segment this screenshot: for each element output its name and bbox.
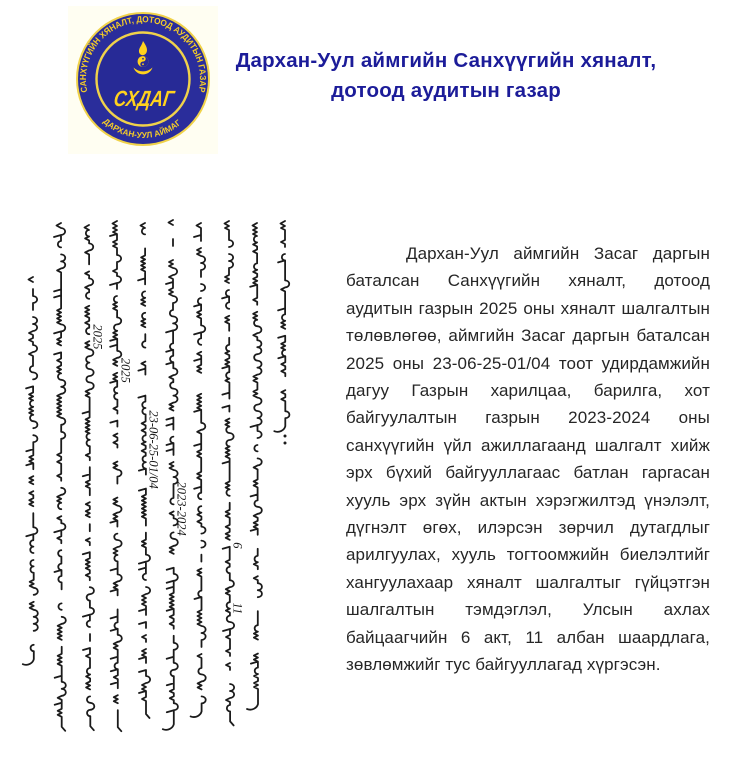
title-line-1: Дархан-Уул аймгийн Санхүүгийн хяналт, bbox=[235, 49, 657, 72]
script-numeral: 2023-2024 bbox=[174, 481, 189, 536]
logo-monogram: СХДАГ bbox=[112, 86, 192, 111]
script-numeral: 11 bbox=[230, 602, 245, 615]
script-column-1 bbox=[23, 277, 38, 665]
script-end-punctuation bbox=[284, 435, 287, 438]
script-numeral: 23-06-25-01/04 bbox=[146, 410, 161, 489]
page-title bbox=[186, 46, 706, 106]
script-column-6 bbox=[163, 220, 178, 730]
script-column-3 bbox=[83, 225, 95, 730]
script-numeral: 6 bbox=[230, 542, 245, 549]
mongol-script-svg bbox=[20, 216, 312, 756]
script-column-8 bbox=[222, 221, 234, 725]
script-numeral: 2025 bbox=[90, 324, 105, 350]
script-column-4 bbox=[110, 221, 122, 731]
body-paragraph: Дархан-Уул аймгийн Засаг даргын баталсан Санхүүгийн хяналт, дотоод аудитын газрын 2025 оны хяналт шалгалтын төлөвлөгөө, аймгийн Засаг даргын баталсан 2025 оны 23-06-25-01/04 тоот удирдамжийн дагуу Газрын харилцаа, барилга, хот байгуулалтын газрын 2023-2024 оны санхүүгийн үйл ажиллагаанд шалгалт хийж эрх бүхий байгууллагаас батлан гаргасан хууль эрх зүйн актын хэрэгжилтэд үнэлэлт, дүгнэлт өгөх, илэрсэн зөрчил дутагдлыг арилгуулах, хууль тогтоомжийн биелэлтийг хангуулахаар хяналт шалгалтыг гүйцэтгэн шалгалтын тэмдэглэл, Улсын ахлах байцаагчийн 6 акт, 11 албан шаардлага, зөвлөмжийг тус байгууллагад хүргэсэн. bbox=[346, 244, 710, 675]
script-end-punctuation bbox=[284, 442, 287, 445]
title-line-2: дотоод аудитын газар bbox=[331, 79, 561, 102]
logo-arc-text-top: САНХҮҮГИЙН ХЯНАЛТ, ДОТООД АУДИТЫН ГАЗАР bbox=[77, 14, 209, 94]
mongol-script-panel bbox=[20, 216, 312, 756]
logo-arc-text-bottom: ДАРХАН-УУЛ АЙМАГ bbox=[101, 115, 183, 141]
script-column-7 bbox=[191, 223, 206, 717]
script-column-9 bbox=[247, 223, 262, 710]
script-column-2 bbox=[54, 223, 66, 731]
script-column-10 bbox=[274, 221, 289, 432]
script-numeral: 2025 bbox=[118, 357, 133, 383]
